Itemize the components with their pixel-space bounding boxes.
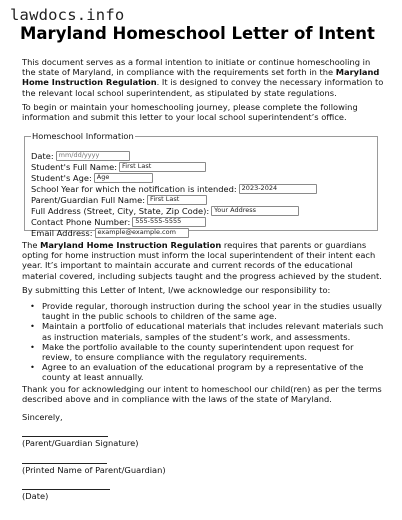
intro-paragraph: This document serves as a formal intention to initiate or continue homeschooling in the state of Maryland, in compliance with the requirements set forth in the Maryland Home Instruction Regulation. It is designed to convey the necessary information to the relevant local school superintendent, as stipulated by state regulations. [22, 57, 384, 98]
regulation-paragraph: The Maryland Home Instruction Regulation requires that parents or guardians opting for home instruction must inform the local superintendent of their intent each year. It’s important to maintain accurate and current records of the educational material covered, including subjects taught and the progress achieved by the student. [22, 240, 382, 281]
printed-name-line [22, 463, 107, 464]
address-input[interactable]: Your Address [211, 206, 299, 216]
address-row [31, 206, 299, 216]
date-signature-label: (Date) [22, 491, 49, 501]
homeschool-info-fieldset [24, 131, 378, 238]
student-age-label: Student's Age: [31, 173, 92, 183]
date-row [31, 151, 130, 161]
acknowledge-paragraph: By submitting this Letter of Intent, I/we acknowledge our responsibility to: [22, 285, 331, 295]
signature-label: (Parent/Guardian Signature) [22, 438, 139, 448]
student-age-input[interactable]: Age [94, 173, 153, 183]
bullet-icon: • [30, 341, 35, 352]
student-name-input[interactable]: First Last [119, 162, 206, 172]
list-item: • Make the portfolio available to the county superintendent upon request for review, to ensure compliance with the regulatory requirements. [30, 341, 354, 363]
phone-input[interactable]: 555-555-5555 [132, 217, 206, 227]
fieldset-legend: Homeschool Information [32, 131, 134, 141]
date-signature-line [22, 489, 110, 490]
phone-label: Contact Phone Number: [31, 217, 131, 227]
school-year-input[interactable]: 2023-2024 [239, 184, 317, 194]
student-name-label: Student's Full Name: [31, 162, 117, 172]
thanks-paragraph: Thank you for acknowledging our intent to homeschool our child(ren) as per the terms described above and in compliance with the laws of the state of Maryland. [22, 384, 382, 405]
signature-line [22, 436, 108, 437]
site-name: lawdocs.info [10, 6, 125, 24]
bullet-icon: • [30, 321, 35, 332]
page-title: Maryland Homeschool Letter of Intent [20, 24, 375, 43]
instruction-paragraph: To begin or maintain your homeschooling journey, please complete the following information and submit this letter to your local school superintendent’s office. [22, 102, 358, 123]
list-item: • Agree to an evaluation of the educational program by a representative of the county at least annually. [30, 362, 364, 383]
date-label: Date: [31, 151, 54, 161]
list-item: • Maintain a portfolio of educational materials that includes relevant materials such as instruction materials, samples of the student’s work, and assessments. [30, 321, 384, 342]
student-name-row [31, 162, 206, 172]
address-label: Full Address (Street, City, State, Zip Code): [31, 206, 210, 216]
email-row [31, 228, 189, 238]
phone-row [31, 217, 206, 227]
printed-name-label: (Printed Name of Parent/Guardian) [22, 465, 166, 475]
parent-name-input[interactable]: First Last [147, 195, 207, 205]
bullet-icon: • [30, 362, 35, 373]
bullet-icon: • [30, 301, 35, 311]
email-input[interactable]: example@example.com [95, 228, 189, 238]
closing: Sincerely, [22, 412, 63, 422]
school-year-row [31, 184, 317, 194]
list-item: • Provide regular, thorough instruction during the school year in the studies usually taught in the public schools to children of the same age. [30, 301, 382, 322]
school-year-label: School Year for which the notification is intended: [31, 184, 237, 194]
email-label: Email Address: [31, 228, 93, 238]
parent-name-label: Parent/Guardian Full Name: [31, 195, 146, 205]
date-input[interactable]: mm/dd/yyyy [56, 151, 130, 161]
parent-name-row [31, 195, 207, 205]
responsibilities-list [22, 301, 384, 383]
student-age-row [31, 173, 153, 183]
